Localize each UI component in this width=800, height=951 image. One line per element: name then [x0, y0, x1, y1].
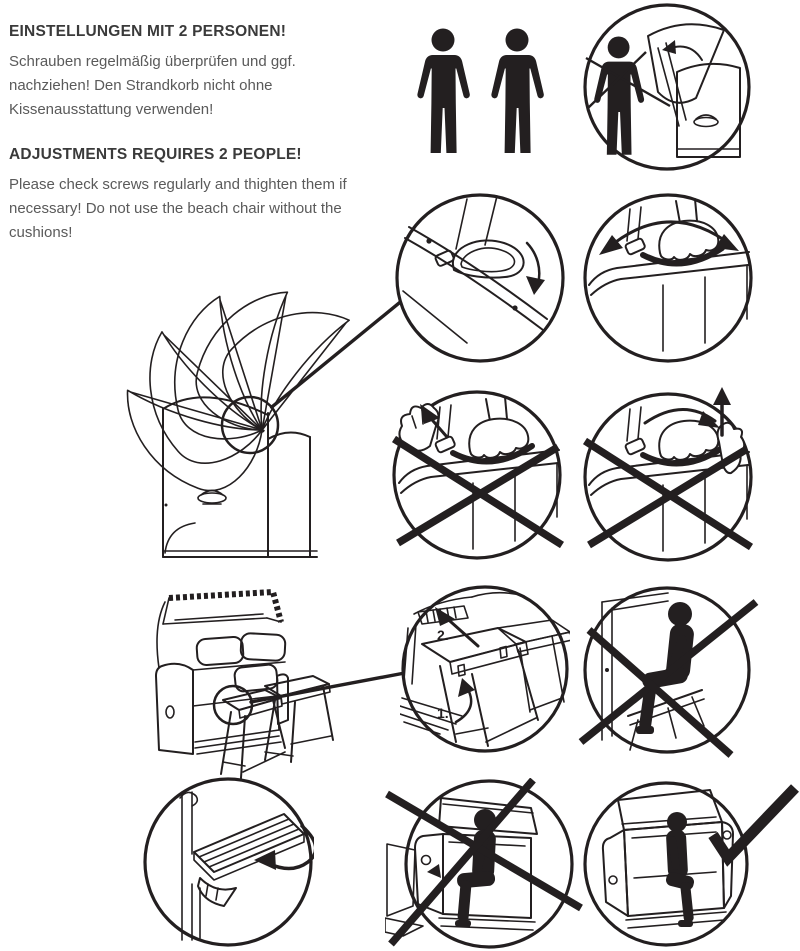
pictogram-hand-rotate-handle	[581, 191, 755, 365]
body-german-line: Kissenausstattung verwenden!	[9, 101, 214, 118]
body-english-line: cushions!	[9, 224, 73, 241]
pictogram-circle	[145, 779, 311, 945]
pictogram-circle	[403, 587, 567, 751]
heading-german: EINSTELLUNGEN MIT 2 PERSONEN!	[9, 23, 287, 40]
pictogram-strap-release	[393, 191, 567, 365]
step-label-1: 1.	[437, 705, 449, 721]
body-english-line: Please check screws regularly and thighten them if	[9, 176, 347, 193]
instructions-text	[9, 22, 385, 245]
hood-fan-blades	[109, 275, 349, 501]
beach-chair-with-stools-drawing	[145, 582, 425, 787]
magnifier-circle-icon	[214, 686, 252, 724]
magnifier-circle-icon	[222, 397, 278, 453]
pictogram-folding-shelf	[142, 776, 314, 948]
two-persons-icon	[415, 28, 547, 158]
screw-dot	[426, 238, 431, 243]
body-german-line: nachziehen! Den Strandkorb nicht ohne	[9, 77, 273, 94]
pictogram-sit-on-stool-forbidden	[572, 578, 768, 764]
screw-dot	[605, 668, 609, 672]
screw-dot	[512, 305, 517, 310]
pictogram-wrong-lift-forbidden	[579, 385, 757, 565]
spacer	[9, 122, 385, 145]
hood-positions-diagram	[25, 275, 355, 570]
step-label-2: 2.	[437, 627, 449, 643]
person-icon	[491, 29, 543, 154]
arrow-icon	[713, 387, 731, 405]
pictogram-correct-sitting	[582, 778, 800, 950]
heading-english: ADJUSTMENTS REQUIRES 2 PEOPLE!	[9, 146, 302, 163]
pictogram-circle	[585, 195, 751, 361]
body-english-line: necessary! Do not use the beach chair without the	[9, 200, 342, 217]
pictogram-one-person-hood-forbidden	[578, 2, 756, 176]
pictogram-wrong-pull-forbidden	[389, 387, 567, 565]
body-german-line: Schrauben regelmäßig überprüfen und ggf.	[9, 53, 296, 70]
chair-body	[156, 598, 333, 778]
pictogram-footstool-steps	[400, 584, 570, 754]
pictogram-sit-while-open-forbidden	[385, 778, 595, 950]
person-icon	[417, 29, 469, 154]
